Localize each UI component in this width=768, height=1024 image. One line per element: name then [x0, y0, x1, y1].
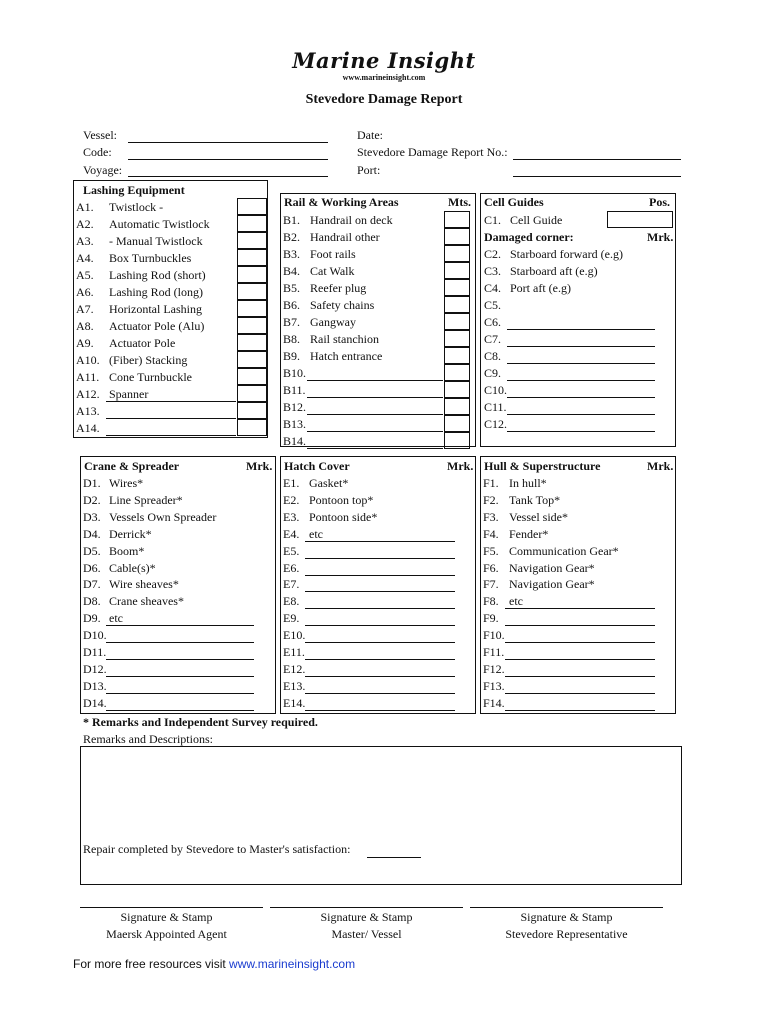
cell-item-code: C8. [484, 349, 502, 363]
lashing-item-label: Automatic Twistlock [109, 217, 210, 231]
lashing-item-box[interactable] [237, 385, 267, 402]
repair-label: Repair completed by Stevedore to Master's satisfaction: [83, 842, 351, 856]
rail-item-field[interactable] [307, 431, 443, 432]
signature-line-stevedore[interactable] [470, 907, 663, 908]
hatch-item-code: E11. [283, 645, 305, 659]
hatch-item-label: Gasket* [309, 476, 349, 490]
page-title: Stevedore Damage Report [305, 92, 463, 107]
lashing-item-code: A11. [76, 370, 100, 384]
cell-item-code: C2. [484, 247, 502, 261]
lashing-item-label: Cone Turnbuckle [109, 370, 193, 384]
lashing-item-code: A12. [76, 387, 100, 401]
crane-item-field[interactable] [106, 693, 254, 694]
cell-item-code: C5. [484, 298, 502, 312]
crane-item-code: D13. [83, 678, 107, 693]
crane-item-code: D6. [83, 560, 101, 575]
rail-item-box[interactable] [444, 279, 470, 296]
hatch-title: Hatch Cover [284, 459, 350, 473]
crane-title: Crane & Spreader [84, 459, 180, 473]
hatch-item-field[interactable] [305, 693, 455, 694]
cell-item-code: C9. [484, 366, 502, 380]
voyage-field[interactable] [128, 176, 328, 177]
lashing-item-label: Actuator Pole (Alu) [109, 319, 205, 333]
footer-link[interactable]: www.marineinsight.com [229, 957, 356, 971]
rail-item-label: Reefer plug [310, 281, 367, 295]
hatch-item-field[interactable] [305, 591, 455, 592]
crane-item-label: Crane sheaves* [109, 594, 184, 609]
rail-col-label: Mts. [448, 195, 471, 209]
hull-item-code: F4. [483, 526, 499, 541]
rail-item-code: B5. [283, 281, 301, 295]
signature-line-agent[interactable] [80, 907, 263, 908]
cell-item-box[interactable] [607, 211, 673, 228]
rail-item-code: B10. [283, 366, 307, 380]
hull-item-label: Navigation Gear* [509, 577, 595, 592]
cell-item-field[interactable] [507, 397, 655, 398]
report-no-label: Stevedore Damage Report No.: [357, 145, 508, 159]
port-field[interactable] [513, 176, 681, 177]
crane-item-label: Wires* [109, 476, 144, 490]
crane-item-label: Wire sheaves* [109, 577, 179, 592]
rail-item-code: B8. [283, 332, 301, 346]
lashing-item-code: A14. [76, 421, 100, 435]
rail-item-label: Handrail other [310, 230, 380, 244]
hull-item-code: F6. [483, 560, 499, 575]
lashing-item-code: A3. [76, 234, 94, 248]
hatch-item-code: E7. [283, 577, 300, 592]
cell-item-code: C11. [484, 400, 507, 414]
crane-item-code: D4. [83, 526, 101, 541]
hatch-item-field[interactable] [305, 642, 455, 643]
hull-item-label: Tank Top* [509, 492, 561, 507]
lashing-item-label: Actuator Pole [109, 336, 176, 350]
lashing-item-box[interactable] [237, 266, 267, 283]
rail-item-code: B4. [283, 264, 301, 278]
lashing-item-label: Twistlock - [109, 200, 164, 214]
crane-item-field[interactable] [106, 625, 254, 626]
rail-item-code: B6. [283, 298, 301, 312]
hatch-item-label: etc [309, 526, 323, 541]
hatch-item-field[interactable] [305, 659, 455, 660]
hatch-item-field[interactable] [305, 625, 455, 626]
rail-item-code: B9. [283, 349, 301, 363]
rail-item-box[interactable] [444, 228, 470, 245]
lashing-item-code: A8. [76, 319, 94, 333]
cell-item-field[interactable] [507, 346, 655, 347]
hatch-item-code: E2. [283, 492, 300, 507]
hull-item-label: Vessel side* [509, 509, 568, 524]
hatch-item-label: Pontoon top* [309, 492, 374, 507]
rail-item-code: B13. [283, 417, 307, 431]
hatch-item-field[interactable] [305, 575, 455, 576]
rail-item-box[interactable] [444, 398, 470, 415]
cell-item-field[interactable] [507, 414, 655, 415]
lashing-item-label: Spanner [109, 387, 149, 401]
rail-item-box[interactable] [444, 330, 470, 347]
rail-item-box[interactable] [444, 296, 470, 313]
lashing-item-label: - Manual Twistlock [109, 234, 203, 248]
rail-item-label: Cat Walk [310, 264, 355, 278]
hatch-col-label: Mrk. [447, 459, 474, 473]
port-label: Port: [357, 163, 381, 177]
crane-item-field[interactable] [106, 659, 254, 660]
cell-item-field[interactable] [507, 380, 655, 381]
hull-item-code: F1. [483, 476, 499, 490]
vessel-label: Vessel: [83, 128, 117, 142]
lashing-item-box[interactable] [237, 368, 267, 385]
hull-item-label: Navigation Gear* [509, 560, 595, 575]
hatch-item-field[interactable] [305, 558, 455, 559]
lashing-item-label: Lashing Rod (long) [109, 285, 203, 299]
hull-item-field[interactable] [505, 676, 655, 677]
lashing-item-code: A13. [76, 404, 100, 418]
crane-item-label: Boom* [109, 543, 145, 558]
remarks-box[interactable] [80, 746, 682, 885]
hatch-item-code: E6. [283, 560, 300, 575]
cell-item-field[interactable] [507, 363, 655, 364]
hatch-item-field[interactable] [305, 676, 455, 677]
footer-text: For more free resources visit [73, 957, 230, 971]
crane-item-code: D8. [83, 594, 101, 609]
brand-logo: Marine Insight [292, 48, 476, 73]
date-label: Date: [357, 128, 383, 142]
lashing-item-box[interactable] [237, 419, 267, 436]
hull-item-code: F10. [483, 628, 505, 643]
lashing-item-code: A6. [76, 285, 94, 299]
cell-item-field[interactable] [507, 329, 655, 330]
crane-item-code: D7. [83, 577, 101, 592]
rail-item-box[interactable] [444, 381, 470, 398]
vessel-field[interactable] [128, 142, 328, 143]
cell-item-label: Cell Guide [510, 213, 563, 227]
rail-item-label: Gangway [310, 315, 356, 329]
hull-col-label: Mrk. [647, 459, 674, 473]
rail-item-box[interactable] [444, 364, 470, 381]
crane-item-code: D12. [83, 661, 107, 676]
hull-item-field[interactable] [505, 642, 655, 643]
hatch-item-code: E3. [283, 509, 300, 524]
hull-item-code: F13. [483, 678, 505, 693]
lashing-item-field[interactable] [106, 401, 236, 402]
hatch-item-code: E13. [283, 678, 306, 693]
hull-title: Hull & Superstructure [484, 459, 601, 473]
hatch-item-code: E10. [283, 628, 306, 643]
crane-item-label: Cable(s)* [109, 560, 156, 575]
voyage-label: Voyage: [83, 163, 123, 177]
rail-item-field[interactable] [307, 397, 443, 398]
hull-item-label: etc [509, 594, 523, 609]
lashing-item-label: Horizontal Lashing [109, 302, 202, 316]
cell-item-field[interactable] [507, 431, 655, 432]
crane-item-field[interactable] [106, 710, 254, 711]
rail-item-label: Handrail on deck [310, 213, 393, 227]
hatch-item-code: E4. [283, 526, 300, 541]
rail-item-code: B3. [283, 247, 301, 261]
signature-master-line1: Signature & Stamp [320, 910, 413, 924]
crane-item-field[interactable] [106, 642, 254, 643]
hull-item-field[interactable] [505, 659, 655, 660]
crane-item-code: D11. [83, 645, 107, 659]
report-no-field[interactable] [513, 159, 681, 160]
rail-item-code: B2. [283, 230, 301, 244]
lashing-item-code: A4. [76, 251, 94, 265]
hatch-item-code: E14. [283, 695, 306, 710]
hatch-item-code: E9. [283, 611, 300, 626]
rail-item-box[interactable] [444, 347, 470, 364]
cell-item-code: C7. [484, 332, 502, 346]
cell-item-label: Starboard forward (e.g) [510, 247, 623, 261]
cell-col-label: Pos. [649, 195, 670, 209]
lashing-item-field[interactable] [106, 418, 236, 419]
hull-item-code: F2. [483, 492, 499, 507]
remarks-label: Remarks and Descriptions: [83, 732, 213, 746]
cell-item-code: C4. [484, 281, 502, 295]
hull-item-field[interactable] [505, 710, 655, 711]
rail-item-box[interactable] [444, 245, 470, 262]
cell-item-code: C6. [484, 315, 502, 329]
code-label: Code: [83, 145, 112, 159]
hatch-item-code: E1. [283, 476, 300, 490]
lashing-item-box[interactable] [237, 249, 267, 266]
lashing-item-box[interactable] [237, 232, 267, 249]
hull-item-code: F9. [483, 611, 499, 626]
rail-item-box[interactable] [444, 313, 470, 330]
brand-url: www.marineinsight.com [342, 73, 426, 82]
repair-field[interactable] [367, 857, 421, 858]
rail-item-box[interactable] [444, 262, 470, 279]
signature-stevedore-line2: Stevedore Representative [505, 927, 628, 941]
crane-item-code: D5. [83, 543, 101, 558]
rail-item-code: B14. [283, 434, 307, 448]
crane-item-label: Derrick* [109, 526, 152, 541]
rail-item-label: Hatch entrance [310, 349, 383, 363]
lashing-item-box[interactable] [237, 317, 267, 334]
hull-item-code: F14. [483, 695, 505, 710]
signature-agent-line1: Signature & Stamp [120, 910, 213, 924]
rail-item-box[interactable] [444, 211, 470, 228]
hatch-item-code: E12. [283, 661, 306, 676]
lashing-item-label: (Fiber) Stacking [109, 353, 188, 367]
lashing-item-code: A2. [76, 217, 94, 231]
rail-item-box[interactable] [444, 415, 470, 432]
remarks-note: * Remarks and Independent Survey required. [83, 715, 318, 729]
crane-item-label: Line Spreader* [109, 492, 183, 507]
lashing-item-code: A7. [76, 302, 94, 316]
cell-item-code: C3. [484, 264, 502, 278]
signature-line-master[interactable] [270, 907, 463, 908]
lashing-item-box[interactable] [237, 351, 267, 368]
cell-item-code: C1. [484, 213, 502, 227]
crane-item-code: D3. [83, 509, 101, 524]
hull-item-code: F7. [483, 577, 499, 592]
lashing-item-label: Box Turnbuckles [109, 251, 192, 265]
hull-item-field[interactable] [505, 693, 655, 694]
signature-master-line2: Master/ Vessel [331, 927, 402, 941]
lashing-item-box[interactable] [237, 283, 267, 300]
rail-item-code: B12. [283, 400, 307, 414]
rail-item-box[interactable] [444, 432, 470, 449]
hatch-item-label: Pontoon side* [309, 509, 378, 524]
signature-stevedore-line1: Signature & Stamp [520, 910, 613, 924]
rail-item-field[interactable] [307, 380, 443, 381]
hull-item-code: F5. [483, 543, 499, 558]
damaged-corner-label: Damaged corner: [484, 230, 574, 244]
rail-item-label: Rail stanchion [310, 332, 379, 346]
lashing-item-field[interactable] [106, 435, 236, 436]
hatch-item-code: E8. [283, 594, 300, 609]
hatch-item-code: E5. [283, 543, 300, 558]
rail-item-field[interactable] [307, 448, 443, 449]
hull-item-code: F8. [483, 594, 499, 609]
crane-item-code: D1. [83, 476, 101, 490]
rail-item-code: B11. [283, 383, 306, 397]
hull-item-label: Communication Gear* [509, 543, 619, 558]
crane-item-code: D2. [83, 492, 101, 507]
lashing-item-code: A9. [76, 336, 94, 350]
signature-agent-line2: Maersk Appointed Agent [106, 927, 227, 941]
hull-item-code: F12. [483, 661, 505, 676]
footer [73, 957, 355, 971]
lashing-item-code: A10. [76, 353, 100, 367]
cell-col2-label: Mrk. [647, 230, 674, 244]
cell-item-code: C12. [484, 417, 508, 431]
lashing-item-box[interactable] [237, 198, 267, 215]
cell-title: Cell Guides [484, 195, 544, 209]
hull-item-field[interactable] [505, 625, 655, 626]
rail-item-code: B1. [283, 213, 301, 227]
cell-item-code: C10. [484, 383, 508, 397]
hull-item-label: Fender* [509, 526, 549, 541]
hull-item-field[interactable] [505, 608, 655, 609]
crane-item-label: Vessels Own Spreader [109, 509, 217, 524]
hatch-item-field[interactable] [305, 710, 455, 711]
crane-item-label: etc [109, 611, 123, 626]
crane-item-field[interactable] [106, 676, 254, 677]
lashing-item-box[interactable] [237, 402, 267, 419]
cell-item-label: Starboard aft (e.g) [510, 264, 598, 278]
crane-col-label: Mrk. [246, 459, 273, 473]
hull-item-label: In hull* [509, 476, 547, 490]
lashing-item-code: A5. [76, 268, 94, 282]
lashing-item-label: Lashing Rod (short) [109, 268, 206, 282]
crane-item-code: D9. [83, 611, 101, 626]
rail-item-code: B7. [283, 315, 301, 329]
crane-item-code: D10. [83, 628, 107, 643]
hatch-item-field[interactable] [305, 608, 455, 609]
lashing-item-code: A1. [76, 200, 94, 214]
hull-item-code: F11. [483, 645, 505, 659]
lashing-item-box[interactable] [237, 215, 267, 232]
rail-title: Rail & Working Areas [284, 195, 399, 209]
cell-item-label: Port aft (e.g) [510, 281, 571, 295]
lashing-item-box[interactable] [237, 334, 267, 351]
rail-item-label: Foot rails [310, 247, 356, 261]
hull-item-code: F3. [483, 509, 499, 524]
lashing-title: Lashing Equipment [83, 183, 185, 197]
rail-item-field[interactable] [307, 414, 443, 415]
code-field[interactable] [128, 159, 328, 160]
hatch-item-field[interactable] [305, 541, 455, 542]
crane-item-code: D14. [83, 695, 107, 710]
rail-item-label: Safety chains [310, 298, 375, 312]
lashing-item-box[interactable] [237, 300, 267, 317]
